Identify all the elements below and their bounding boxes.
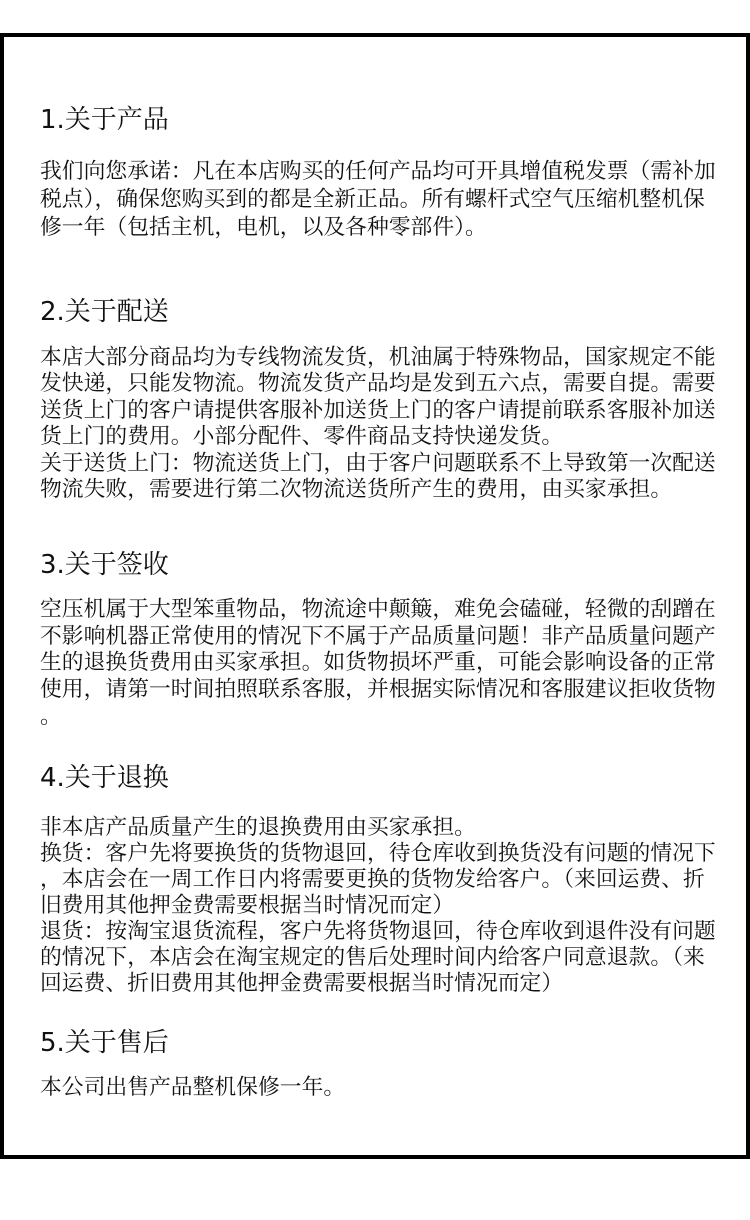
body-line: 使用，请第一时间拍照联系客服，并根据实际情况和客服建议拒收货物 xyxy=(40,677,716,703)
body-line: 物流失败，需要进行第二次物流送货所产生的费用，由买家承担。 xyxy=(40,476,673,502)
body-line: 的情况下，本店会在淘宝规定的售后处理时间内给客户同意退款。（来 xyxy=(40,945,705,970)
body-line: 旧费用其他押金费需要根据当时情况而定） xyxy=(40,893,455,918)
section-heading-receipt: 3.关于签收 xyxy=(40,550,169,580)
body-line: 发快递，只能发物流。物流发货产品均是发到五六点，需要自提。需要 xyxy=(40,371,716,397)
section-heading-product: 1.关于产品 xyxy=(40,105,169,135)
body-line: 送货上门的客户请提供客服补加送货上门的客户请提前联系客服补加送 xyxy=(40,397,716,423)
body-line: 不影响机器正常使用的情况下不属于产品质量问题！非产品质量问题产 xyxy=(40,623,716,649)
section-body-product xyxy=(40,158,716,242)
body-line: 空压机属于大型笨重物品，物流途中颠簸，难免会磕碰，轻微的刮蹭在 xyxy=(40,597,716,622)
section-body-receipt xyxy=(40,597,716,730)
body-line: 非本店产品质量产生的退换费用由买家承担。 xyxy=(40,815,476,840)
section-body-delivery xyxy=(40,345,716,503)
body-line: 生的退换货费用由买家承担。如货物损坏严重，可能会影响设备的正常 xyxy=(40,650,716,676)
body-line: 我们向您承诺：凡在本店购买的任何产品均可开具增值税发票（需补加 xyxy=(40,159,716,184)
body-line: 本公司出售产品整机保修一年。 xyxy=(40,1075,346,1100)
section-body-returns xyxy=(40,815,716,997)
body-line: 退货：按淘宝退货流程，客户先将货物退回，待仓库收到退件没有问题 xyxy=(40,919,716,944)
section-heading-delivery: 2.关于配送 xyxy=(40,297,169,327)
body-line: 税点），确保您购买到的都是全新正品。所有螺杆式空气压缩机整机保 xyxy=(40,187,705,212)
body-line: 本店大部分商品均为专线物流发货，机油属于特殊物品，国家规定不能 xyxy=(40,345,716,370)
section-heading-returns: 4.关于退换 xyxy=(40,763,169,793)
section-body-after-sales xyxy=(40,1075,345,1102)
body-line: 。 xyxy=(40,703,62,729)
body-line: 换货：客户先将要换货的货物退回，待仓库收到换货没有问题的情况下 xyxy=(40,841,716,866)
body-line: 货上门的费用。小部分配件、零件商品支持快递发货。 xyxy=(40,424,564,450)
body-line: 回运费、折旧费用其他押金费需要根据当时情况而定） xyxy=(40,971,564,996)
body-line: 修一年（包括主机，电机，以及各种零部件）。 xyxy=(40,215,487,240)
body-line: ，本店会在一周工作日内将需要更换的货物发给客户。（来回运费、折 xyxy=(40,867,705,892)
body-line: 关于送货上门：物流送货上门，由于客户问题联系不上导致第一次配送 xyxy=(40,450,716,476)
section-heading-after-sales: 5.关于售后 xyxy=(40,1028,169,1058)
